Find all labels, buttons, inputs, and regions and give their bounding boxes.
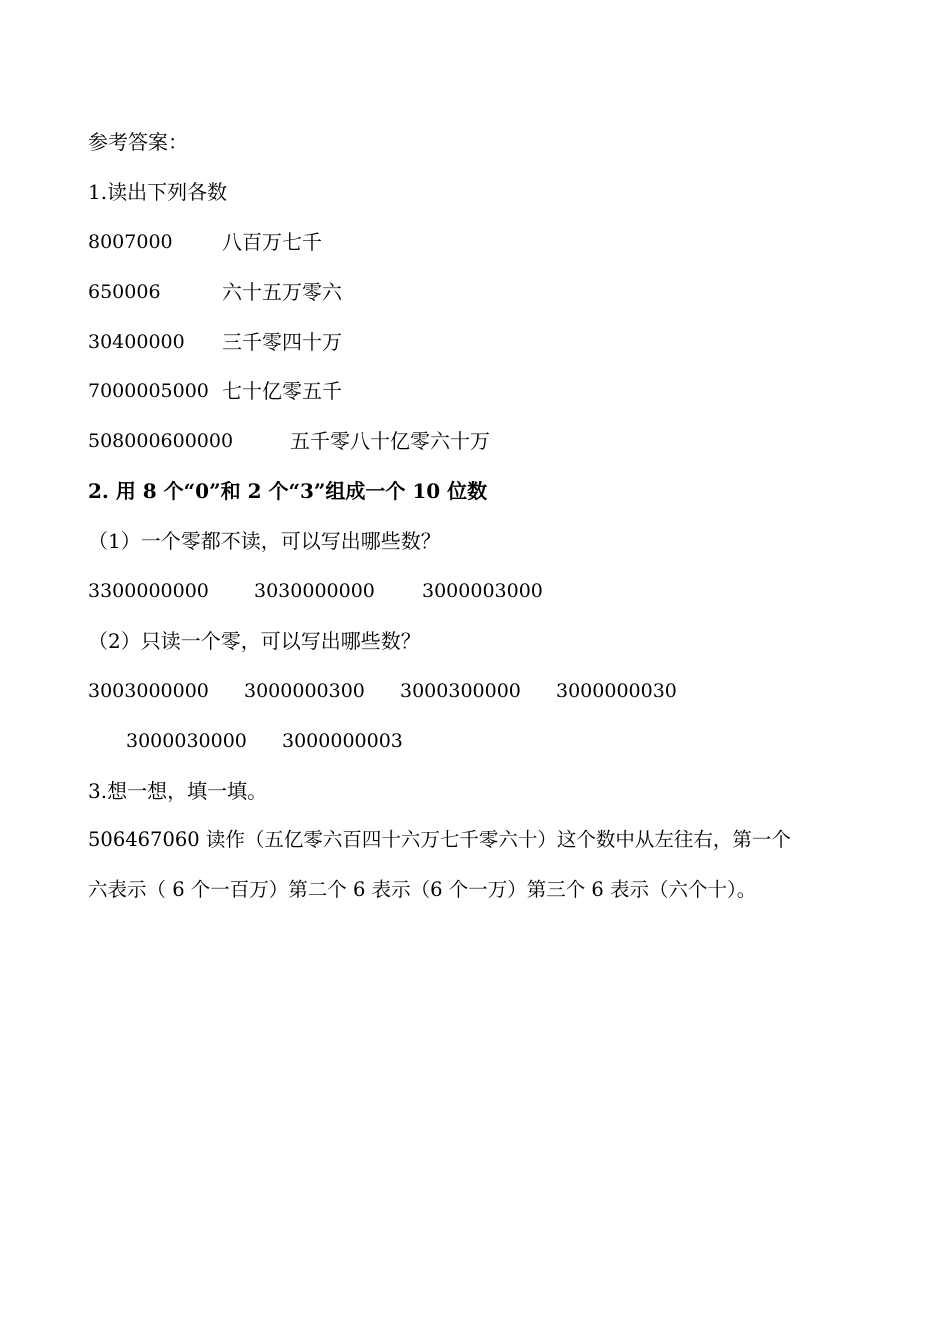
q2-heading: 2. 用 8 个“0”和 2 个“3”组成一个 10 位数 xyxy=(88,479,488,503)
q1-reading-3: 三千零四十万 xyxy=(222,330,342,354)
q2-part1-answer-1: 3300000000 xyxy=(88,580,209,602)
q1-reading-5: 五千零八十亿零六十万 xyxy=(290,429,490,453)
q2-part2-answer-1: 3003000000 xyxy=(88,680,209,702)
q2-part2-question: （2）只读一个零，可以写出哪些数？ xyxy=(88,629,421,653)
q3-heading: 3.想一想，填一填。 xyxy=(88,779,268,803)
q1-number-5: 508000600000 xyxy=(88,430,234,452)
q2-part1-question: （1）一个零都不读，可以写出哪些数？ xyxy=(88,529,441,553)
q1-number-3: 30400000 xyxy=(88,331,185,353)
q1-number-1: 8007000 xyxy=(88,231,173,253)
q3-line-2: 六表示（ 6 个一百万）第二个 6 表示（6 个一万）第三个 6 表示（六个十）。 xyxy=(88,878,757,901)
q3-line-1: 506467060 读作（五亿零六百四十六万七千零六十）这个数中从左往右，第一个 xyxy=(88,828,791,851)
q1-reading-1: 八百万七千 xyxy=(222,230,322,254)
q2-part2-answer-4: 3000000030 xyxy=(556,680,677,702)
q2-part2-answer-2: 3000000300 xyxy=(244,680,365,702)
q2-part1-answer-3: 3000003000 xyxy=(422,580,543,602)
answer-title: 参考答案： xyxy=(88,130,188,154)
q1-number-2: 650006 xyxy=(88,281,161,303)
q2-part2-answer-5: 3000030000 xyxy=(126,730,247,752)
q1-heading: 1.读出下列各数 xyxy=(88,180,228,204)
q1-reading-2: 六十五万零六 xyxy=(222,280,342,304)
q1-number-4: 7000005000 xyxy=(88,380,209,402)
q2-part1-answer-2: 3030000000 xyxy=(254,580,375,602)
q1-reading-4: 七十亿零五千 xyxy=(222,379,342,403)
q2-part2-answer-3: 3000300000 xyxy=(400,680,521,702)
q2-part2-answer-6: 3000000003 xyxy=(282,730,403,752)
